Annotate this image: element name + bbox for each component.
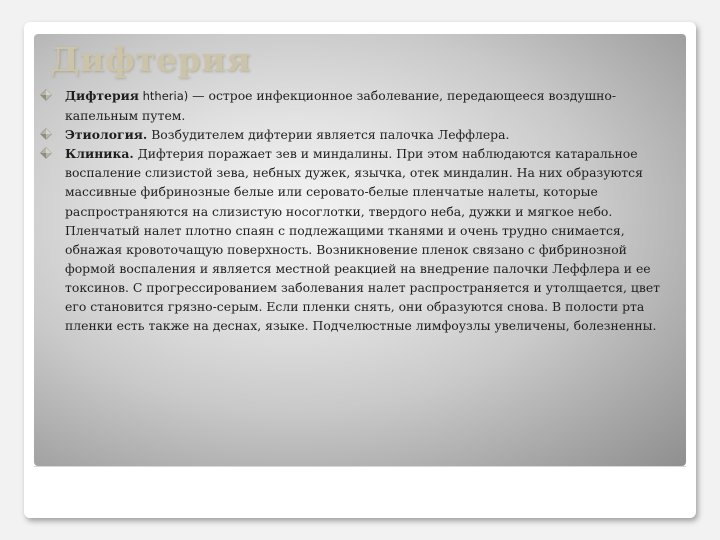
bullet-item-etiology bbox=[40, 125, 680, 144]
diamond-bullet-icon bbox=[40, 147, 52, 159]
bullet-lead-suffix: htheria) bbox=[138, 89, 189, 103]
bullet-item-definition bbox=[40, 86, 680, 125]
bullet-item-clinic bbox=[40, 144, 680, 335]
bullet-lead: Клиника. bbox=[65, 146, 134, 162]
diamond-bullet-icon bbox=[40, 89, 52, 101]
bullet-text: Дифтерия поражает зев и миндалины. При этом наблюдаются катаральное воспаление слизистой зева, небных дужек, язычка, отек миндалин. На них образуются массивные фибринозные белые или серовато-белые пленчатые налеты, которые распространяются на слизистую носоглотки, твердого неба, дужки и мягкое небо. Пленчатый налет плотно спаян с подлежащими тканями и очень трудно снимается, обнажая кровоточащую поверхность. Возникновение пленок связано с фибринозной формой воспаления и является местной реакцией на внедрение палочки Леффлера и ее токсинов. С прогрессированием заболевания налет распространяется и утолщается, цвет его становится грязно-серым. Если пленки снять, они образуются снова. В полости рта пленки есть также на деснах, языке. Подчелюстные лимфоузлы увеличены, болезненны. bbox=[65, 146, 661, 334]
slide-title: Дифтерия bbox=[50, 40, 251, 79]
bottom-divider bbox=[34, 466, 686, 467]
bullet-lead: Дифтерия bbox=[65, 88, 139, 103]
bullet-text: Возбудителем дифтерии является палочка Леффлера. bbox=[147, 127, 510, 143]
bullet-list bbox=[40, 86, 680, 335]
diamond-bullet-icon bbox=[40, 128, 52, 140]
bullet-text: — острое инфекционное заболевание, передающееся воздушно-капельным путем. bbox=[65, 88, 617, 124]
bullet-lead: Этиология. bbox=[65, 127, 148, 143]
